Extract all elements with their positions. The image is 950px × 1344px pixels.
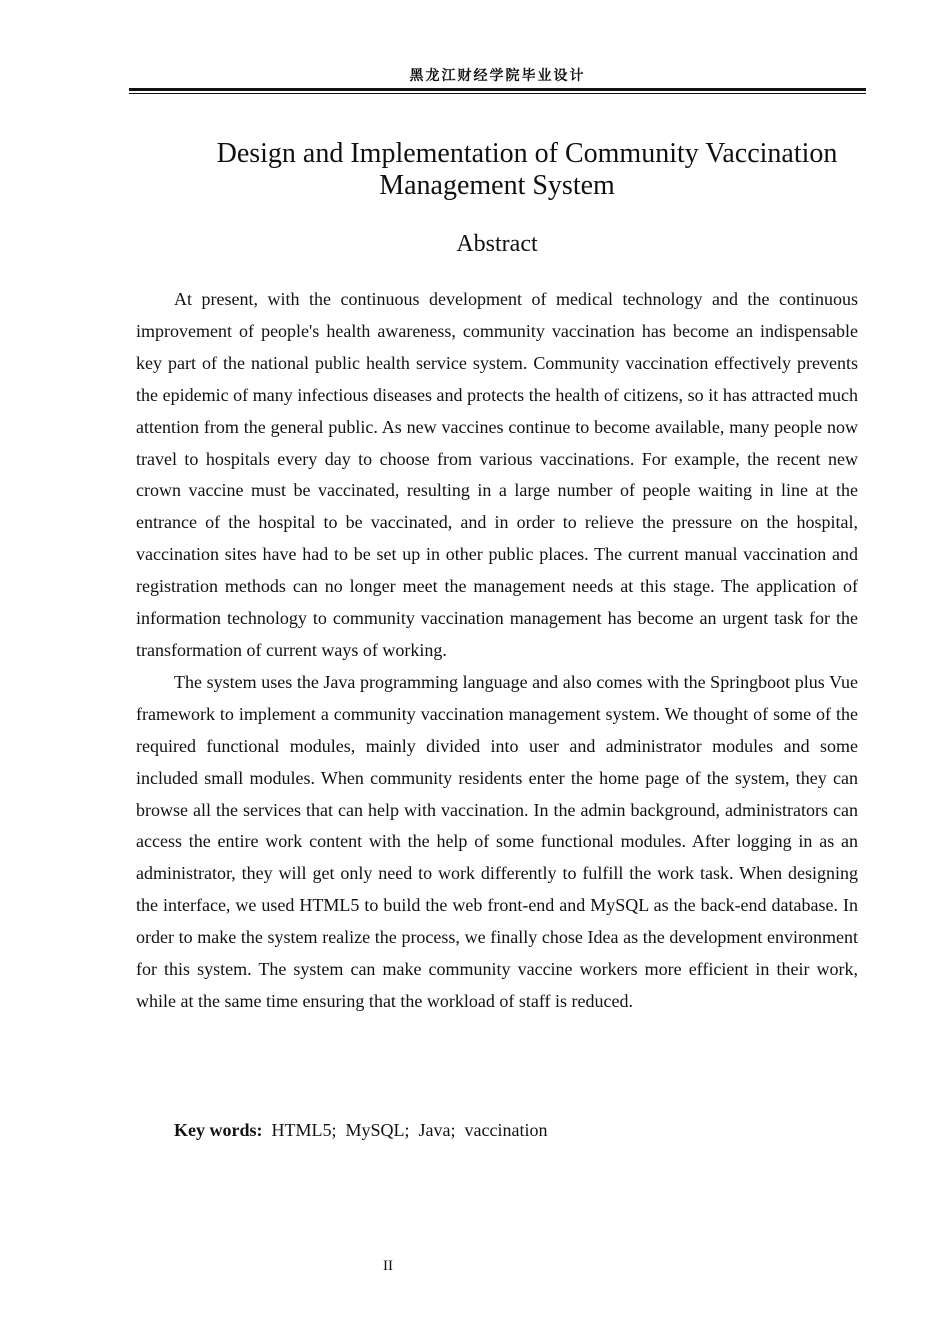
page-number: II [383, 1258, 393, 1274]
document-title [136, 138, 858, 202]
keywords-line [174, 1114, 547, 1146]
running-header: 黑龙江财经学院毕业设计 [409, 68, 586, 84]
abstract-body [136, 284, 858, 1018]
abstract-heading: Abstract [456, 231, 538, 257]
abstract-paragraph-1: At present, with the continuous development of medical technology and the continuous improvement of people's health awareness, community vaccination has become an indispensable key part of the national public health service system. Community vaccination effectively prevents the epidemic of many infectious diseases and protects the health of citizens, so it has attracted much attention from the general public. As new vaccines continue to become available, many people now travel to hospitals every day to choose from various vaccinations. For example, the recent new crown vaccine must be vaccinated, resulting in a large number of people waiting in line at the entrance of the hospital to be vaccinated, and in order to relieve the pressure on the hospital, vaccination sites have had to be set up in other public places. The current manual vaccination and registration methods can no longer meet the management needs at this stage. The application of information technology to community vaccination management has become an urgent task for the transformation of current ways of working. [136, 289, 858, 660]
keywords-values: HTML5; MySQL; Java; vaccination [271, 1120, 548, 1140]
title-line-2: Management System [379, 170, 615, 201]
header-rule-thick [129, 88, 866, 91]
title-line-1: Design and Implementation of Community Vaccination [216, 138, 838, 169]
header-rule-thin [129, 93, 866, 94]
keywords-label: Key words: [174, 1120, 263, 1140]
abstract-paragraph-2: The system uses the Java programming language and also comes with the Springboot plus Vue framework to implement a community vaccination management system. We thought of some of the required functional modules, mainly divided into user and administrator modules and some included small modules. When community residents enter the home page of the system, they can browse all the services that can help with vaccination. In the admin background, administrators can access the entire work content with the help of some functional modules. After logging in as an administrator, they will get only need to work differently to fulfill the work task. When designing the interface, we used HTML5 to build the web front-end and MySQL as the back-end database. In order to make the system realize the process, we finally chose Idea as the development environment for this system. The system can make community vaccine workers more efficient in their work, while at the same time ensuring that the workload of staff is reduced. [136, 671, 858, 1011]
